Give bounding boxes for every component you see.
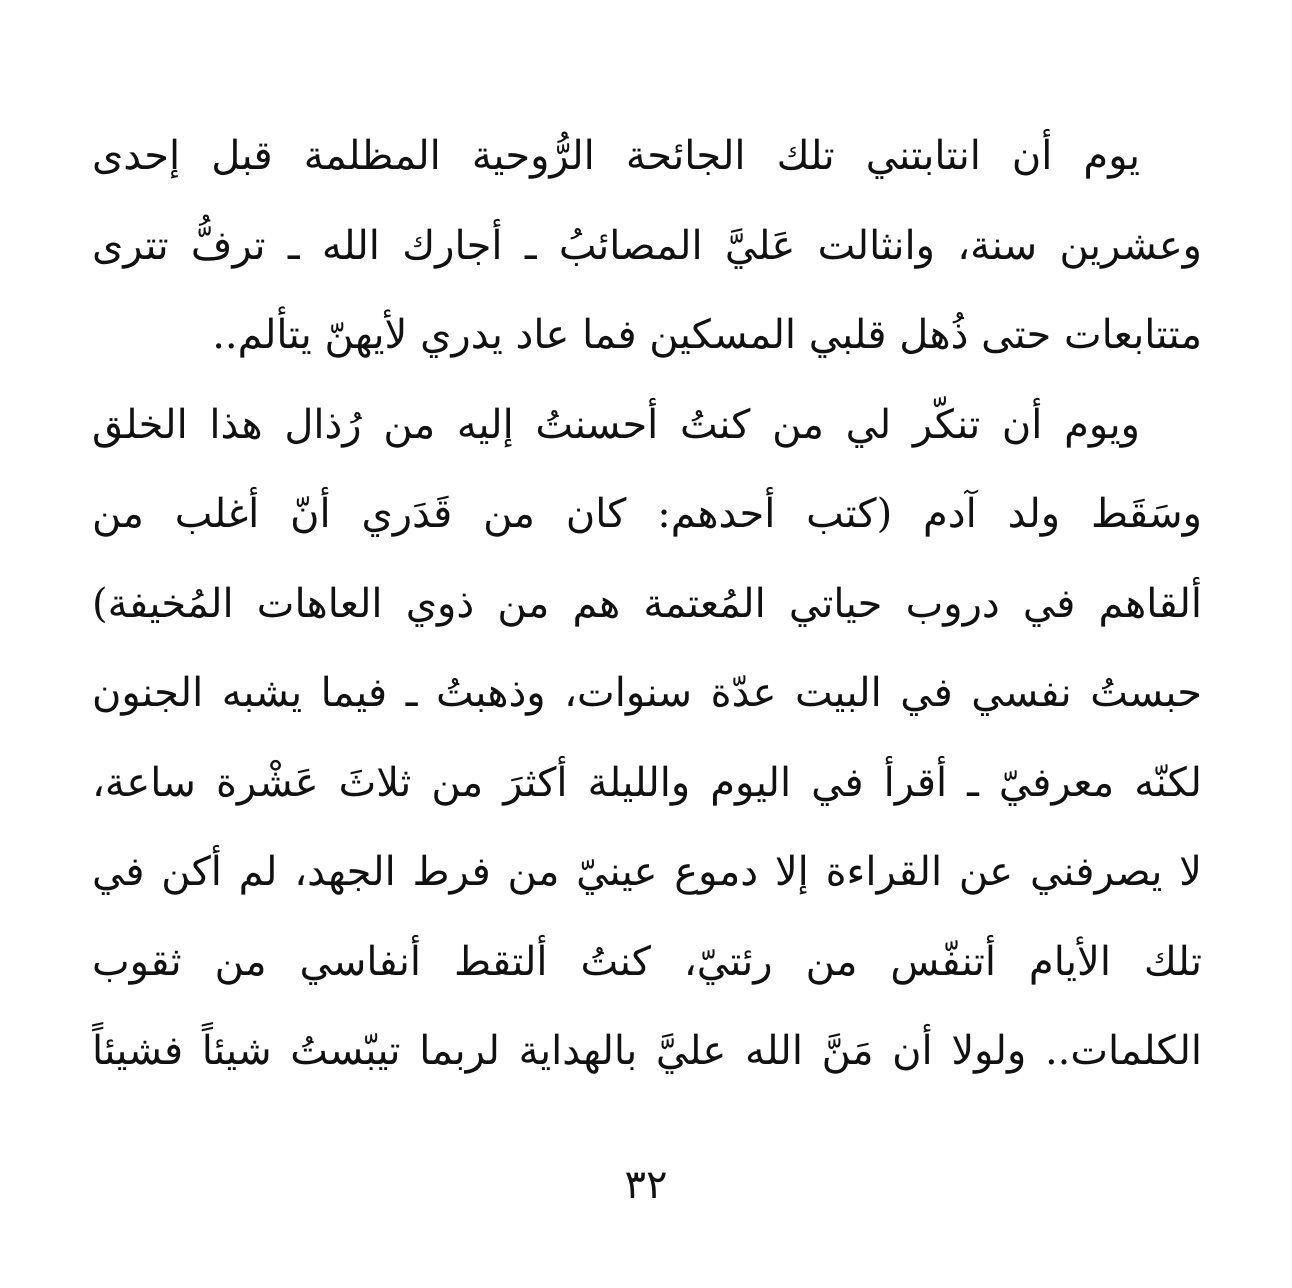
text-line: تلك الأيام أتنفّس من رئتيّ، كنتُ ألتقط أنفاسي من ثقوب — [92, 938, 1202, 985]
text-line: لا يصرفني عن القراءة إلا دموع عينيّ من فرط الجهد، لم أكن في — [92, 849, 1202, 895]
body-text — [92, 112, 1202, 1097]
text-line: لكنّه معرفيّ ـ أقرأ في اليوم والليلة أكثرَ من ثلاثَ عَشْرة ساعة، — [92, 759, 1202, 806]
text-line: وسَقَط ولد آدم (كتب أحدهم: كان من قَدَري أنّ أغلب من — [92, 491, 1202, 537]
text-line: وعشرين سنة، وانثالت عَليَّ المصائبُ ـ أجارك الله ـ ترفُّ تترى — [92, 222, 1202, 269]
text-line: حبستُ نفسي في البيت عدّة سنوات، وذهبتُ ـ فيما يشبه الجنون — [92, 670, 1202, 716]
text-line: ويوم أن تنكّر لي من كنتُ أحسنتُ إليه من رُذال هذا الخلق — [92, 401, 1140, 448]
text-line: يوم أن انتابتني تلك الجائحة الرُّوحية المظلمة قبل إحدى — [92, 133, 1140, 179]
page-number: ٣٢ — [624, 1162, 668, 1208]
text-line: متتابعات حتى ذُهل قلبي المسكين فما عاد يدري لأيهنّ يتألم.. — [212, 312, 1202, 358]
text-line: الكلمات.. ولولا أن مَنَّ الله عليَّ بالهداية لربما تيبّستُ شيئاً فشيئاً — [92, 1028, 1202, 1074]
text-line: ألقاهم في دروب حياتي المُعتمة هم من ذوي العاهات المُخيفة) — [92, 580, 1202, 627]
